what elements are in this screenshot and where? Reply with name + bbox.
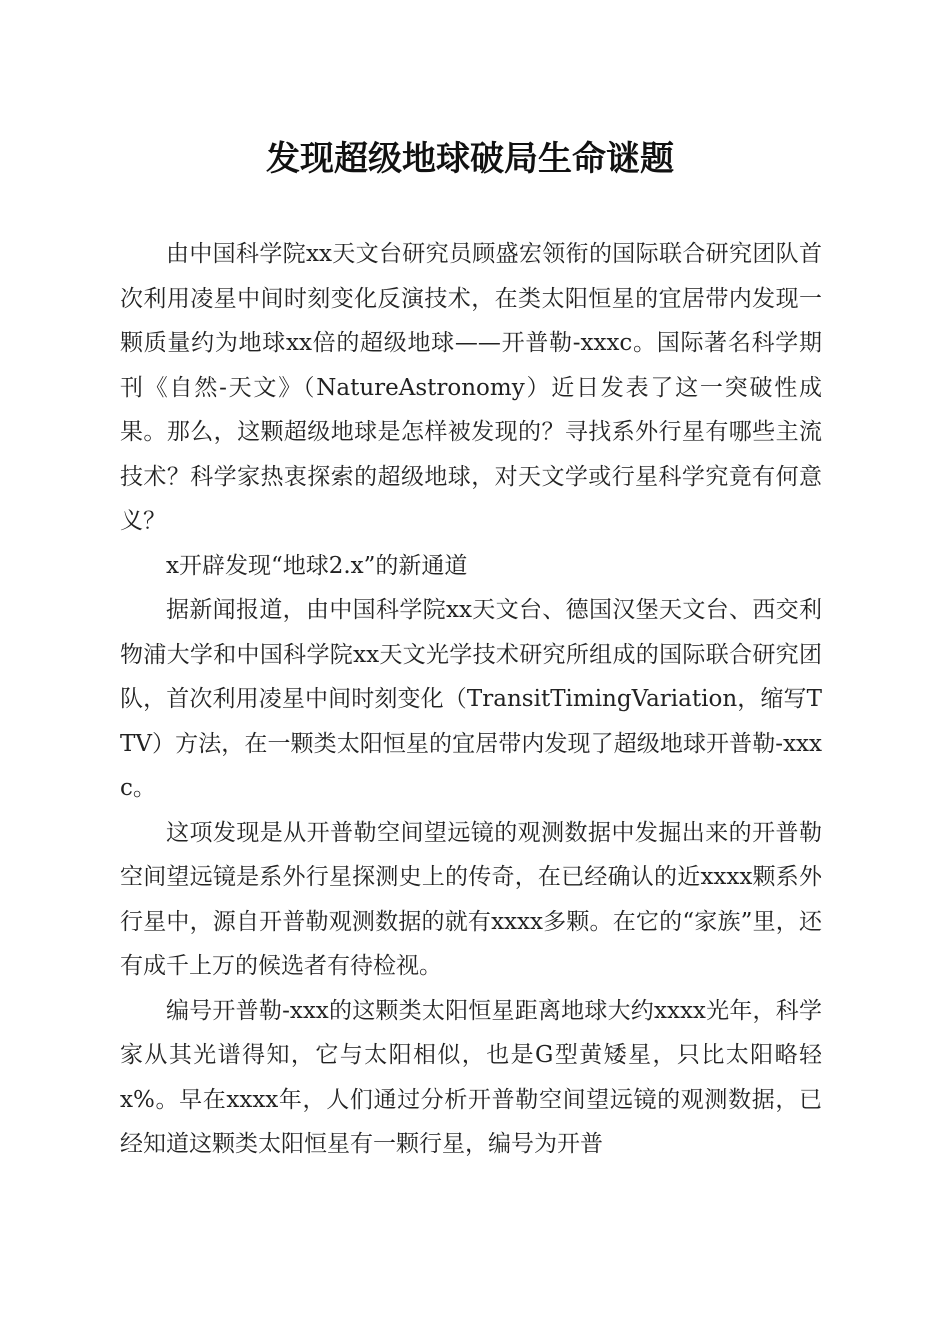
paragraph-host-star: 编号开普勒-xxx的这颗类太阳恒星距离地球大约xxxx光年，科学家从其光谱得知，它与太阳相似，也是G型黄矮星，只比太阳略轻x%。早在xxxx年，人们通过分析开普勒空间望远镜的观测数据，已经知道这颗类太阳恒星有一颗行星，编号为开普	[120, 997, 822, 1157]
document-body	[120, 232, 822, 1167]
paragraph-news-report: 据新闻报道，由中国科学院xx天文台、德国汉堡天文台、西交利物浦大学和中国科学院xx天文光学技术研究所组成的国际联合研究团队，首次利用凌星中间时刻变化（TransitTimingVariation，缩写TTV）方法，在一颗类太阳恒星的宜居带内发现了超级地球开普勒-xxxc。	[120, 597, 822, 801]
paragraph-intro: 由中国科学院xx天文台研究员顾盛宏领衔的国际联合研究团队首次利用凌星中间时刻变化反演技术，在类太阳恒星的宜居带内发现一颗质量约为地球xx倍的超级地球——开普勒-xxxc。国际著名科学期刊《自然-天文》（NatureAstronomy）近日发表了这一突破性成果。那么，这颗超级地球是怎样被发现的？寻找系外行星有哪些主流技术？科学家热衷探索的超级地球，对天文学或行星科学究竟有何意义？	[120, 241, 822, 534]
document-title: 发现超级地球破局生命谜题	[266, 139, 674, 179]
section-heading: x开辟发现“地球2.x”的新通道	[166, 552, 468, 579]
paragraph-kepler-telescope: 这项发现是从开普勒空间望远镜的观测数据中发掘出来的开普勒空间望远镜是系外行星探测史上的传奇，在已经确认的近xxxx颗系外行星中，源自开普勒观测数据的就有xxxx多颗。在它的“家族”里，还有成千上万的候选者有待检视。	[120, 819, 822, 979]
